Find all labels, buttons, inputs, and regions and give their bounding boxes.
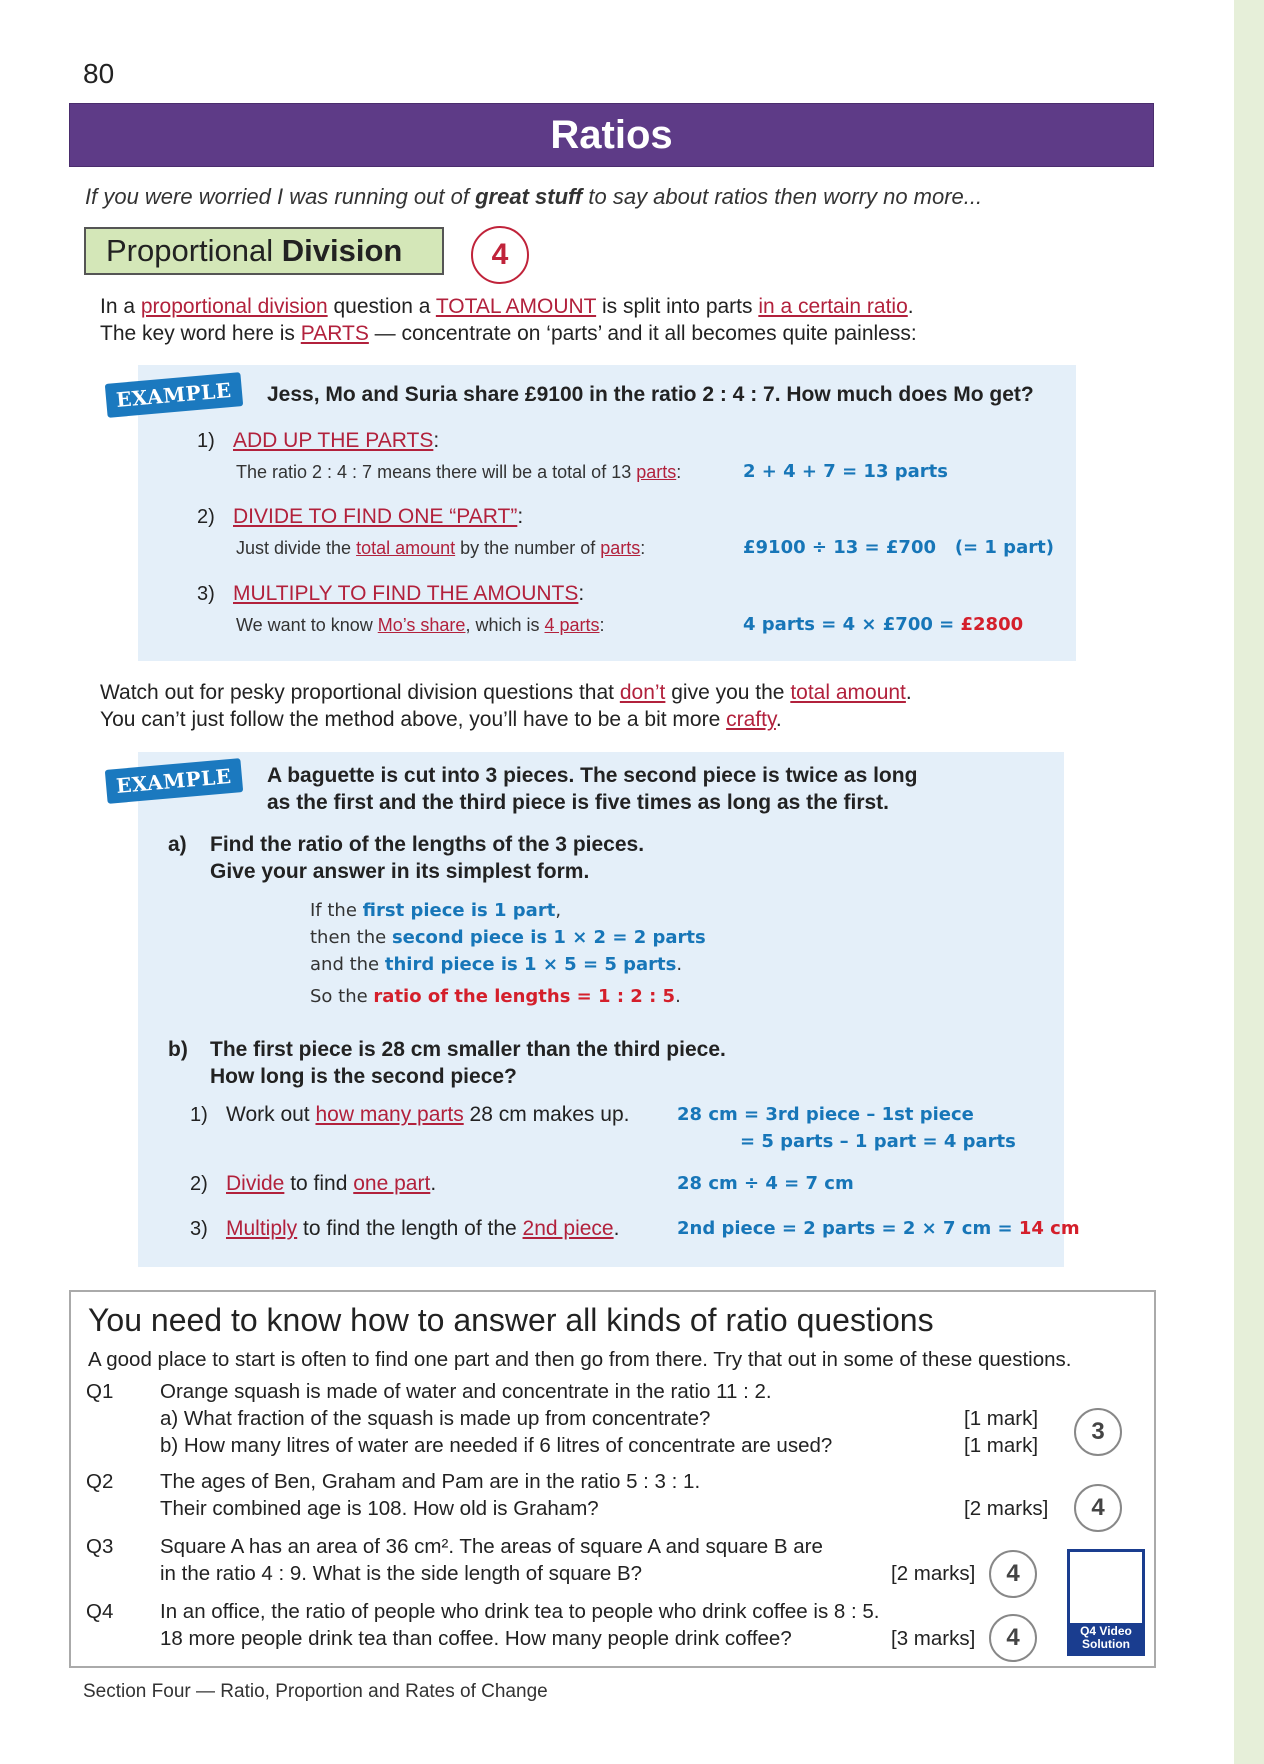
video-solution-label: Q4 Video Solution xyxy=(1070,1623,1142,1653)
example2-badge: EXAMPLE xyxy=(105,758,243,804)
q2-line2: Their combined age is 108. How old is Graham? xyxy=(160,1497,599,1520)
ex1-step2-head: DIVIDE TO FIND ONE “PART”: xyxy=(233,505,524,528)
q4-marks: [3 marks] xyxy=(891,1627,976,1650)
q4-line1: In an office, the ratio of people who drink tea to people who drink coffee is 8 : 5. xyxy=(160,1600,880,1623)
footer-section-title: Section Four — Ratio, Proportion and Rates of Change xyxy=(83,1681,548,1702)
q3-label: Q3 xyxy=(86,1535,114,1558)
ex2-part-a-label: a) xyxy=(168,833,187,856)
q3-line1: Square A has an area of 36 cm². The areas of square A and square B are xyxy=(160,1535,823,1558)
ex1-step2-num: 2) xyxy=(197,506,215,528)
para2-line1: Watch out for pesky proportional division questions that don’t give you the total amount. xyxy=(100,681,912,704)
q1-part-a: a) What fraction of the squash is made up from concentrate? xyxy=(160,1407,711,1430)
ex1-step1-working: 2 + 4 + 7 = 13 parts xyxy=(743,461,948,482)
ex1-step1-head: ADD UP THE PARTS: xyxy=(233,429,440,452)
ex2-b1-text: Work out how many parts 28 cm makes up. xyxy=(226,1103,630,1126)
ex1-step3-working: 4 parts = 4 × £700 = £2800 xyxy=(743,614,1024,635)
ex1-step2-sub: Just divide the total amount by the number of parts: xyxy=(236,538,646,558)
example2-question-line2: as the first and the third piece is five times as long as the first. xyxy=(267,791,890,814)
ex2-working-line4: So the ratio of the lengths = 1 : 2 : 5. xyxy=(310,986,681,1007)
page-title: Ratios xyxy=(69,103,1154,167)
ex2-b3-text: Multiply to find the length of the 2nd piece. xyxy=(226,1217,620,1240)
ex1-step1-sub: The ratio 2 : 4 : 7 means there will be a total of 13 parts: xyxy=(236,462,682,482)
grade-4-icon: 4 xyxy=(1074,1484,1122,1532)
ex2-working-line2: then the second piece is 1 × 2 = 2 parts xyxy=(310,927,706,948)
ex1-step3-num: 3) xyxy=(197,583,215,605)
grade-3-icon: 3 xyxy=(1074,1408,1122,1456)
page-number: 80 xyxy=(83,58,115,89)
ex2-b1-working-line2: = 5 parts – 1 part = 4 parts xyxy=(740,1131,1016,1152)
ex2-part-a-line1: Find the ratio of the lengths of the 3 pieces. xyxy=(210,833,645,856)
q3-marks: [2 marks] xyxy=(891,1562,976,1585)
q4-label: Q4 xyxy=(86,1600,114,1623)
intro-text: If you were worried I was running out of great stuff to say about ratios then worry no more... xyxy=(85,184,983,209)
para1-line1: In a proportional division question a TOTAL AMOUNT is split into parts in a certain ratio. xyxy=(100,295,914,318)
questions-title: You need to know how to answer all kinds of ratio questions xyxy=(88,1302,934,1338)
ex2-b2-num: 2) xyxy=(190,1173,208,1195)
ex2-part-b-label: b) xyxy=(168,1038,188,1061)
grade-4-icon: 4 xyxy=(471,226,529,284)
ex2-b1-num: 1) xyxy=(190,1104,208,1126)
q4-line2: 18 more people drink tea than coffee. How many people drink coffee? xyxy=(160,1627,792,1650)
ex2-part-a-line2: Give your answer in its simplest form. xyxy=(210,860,590,883)
section-heading: Proportional Division xyxy=(84,227,444,275)
q2-line1: The ages of Ben, Graham and Pam are in the ratio 5 : 3 : 1. xyxy=(160,1470,701,1493)
example1-question: Jess, Mo and Suria share £9100 in the ratio 2 : 4 : 7. How much does Mo get? xyxy=(267,383,1034,406)
ex2-working-line3: and the third piece is 1 × 5 = 5 parts. xyxy=(310,954,683,975)
example1-badge: EXAMPLE xyxy=(105,372,243,418)
q1-part-b-marks: [1 mark] xyxy=(964,1434,1039,1457)
grade-4-icon: 4 xyxy=(989,1550,1037,1598)
ex2-b2-working: 28 cm ÷ 4 = 7 cm xyxy=(677,1173,854,1194)
q1-line1: Orange squash is made of water and concentrate in the ratio 11 : 2. xyxy=(160,1380,772,1403)
ex1-step1-num: 1) xyxy=(197,430,215,452)
q2-label: Q2 xyxy=(86,1470,114,1493)
ex2-b1-working-line1: 28 cm = 3rd piece – 1st piece xyxy=(677,1104,974,1125)
para2-line2: You can’t just follow the method above, you’ll have to be a bit more crafty. xyxy=(100,708,782,731)
q1-label: Q1 xyxy=(86,1380,114,1403)
q2-marks: [2 marks] xyxy=(964,1497,1049,1520)
q1-part-a-marks: [1 mark] xyxy=(964,1407,1039,1430)
ex2-part-b-line1: The first piece is 28 cm smaller than the third piece. xyxy=(210,1038,726,1061)
ex1-step2-working: £9100 ÷ 13 = £700 (= 1 part) xyxy=(743,537,1054,558)
ex2-part-b-line2: How long is the second piece? xyxy=(210,1065,517,1088)
ex1-step3-head: MULTIPLY TO FIND THE AMOUNTS: xyxy=(233,582,585,605)
ex2-working-line1: If the first piece is 1 part, xyxy=(310,900,562,921)
grade-4-icon: 4 xyxy=(989,1614,1037,1662)
questions-intro: A good place to start is often to find one part and then go from there. Try that out in some of these questions. xyxy=(88,1348,1072,1371)
example2-question-line1: A baguette is cut into 3 pieces. The second piece is twice as long xyxy=(267,764,918,787)
ex1-step3-sub: We want to know Mo’s share, which is 4 parts: xyxy=(236,615,605,635)
page-edge-strip xyxy=(1234,0,1264,1764)
ex2-b3-working: 2nd piece = 2 parts = 2 × 7 cm = 14 cm xyxy=(677,1218,1080,1239)
q3-line2: in the ratio 4 : 9. What is the side length of square B? xyxy=(160,1562,643,1585)
ex2-b3-num: 3) xyxy=(190,1218,208,1240)
q4-video-solution-button[interactable] xyxy=(1067,1549,1145,1656)
q1-part-b: b) How many litres of water are needed if 6 litres of concentrate are used? xyxy=(160,1434,833,1457)
ex2-b2-text: Divide to find one part. xyxy=(226,1172,437,1195)
para1-line2: The key word here is PARTS — concentrate on ‘parts’ and it all becomes quite painless: xyxy=(100,322,917,345)
